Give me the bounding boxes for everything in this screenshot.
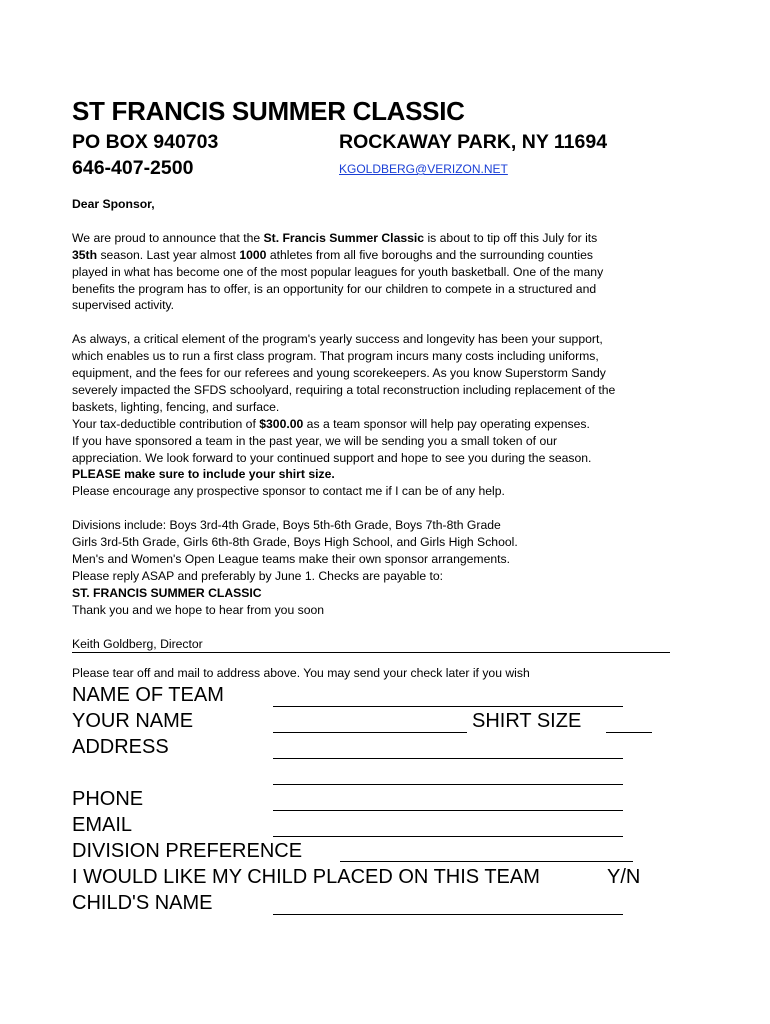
letter-body [72, 196, 672, 652]
paragraph-support-line: equipment, and the fees for our referees and young scorekeepers. As you know Superstorm Sandy [72, 366, 606, 381]
city-address: ROCKAWAY PARK, NY 11694 [339, 131, 608, 153]
signature: Keith Goldberg, Director [72, 636, 203, 651]
paragraph-support-line: which enables us to run a first class program. That program incurs many costs including uniforms, [72, 349, 599, 364]
paragraph-support-line: baskets, lighting, fencing, and surface. [72, 399, 280, 414]
paragraph-intro-line: played in what has become one of the most popular leagues for youth basketball. One of the many [72, 264, 604, 279]
paragraph-intro-line: We are proud to announce that the St. Francis Summer Classic is about to tip off this July for its [72, 230, 598, 245]
name-of-team-field[interactable] [273, 706, 623, 707]
paragraph-intro-line: supervised activity. [72, 298, 175, 313]
shirt-size-notice: PLEASE make sure to include your shirt size. [72, 467, 335, 482]
contribution-line: Your tax-deductible contribution of $300.00 as a team sponsor will help pay operating expenses. [72, 416, 590, 431]
address-label: ADDRESS [72, 736, 169, 758]
divisions-line: Divisions include: Boys 3rd-4th Grade, Boys 5th-6th Grade, Boys 7th-8th Grade [72, 518, 501, 533]
paragraph-support-line: appreciation. We look forward to your continued support and hope to see you during the season. [72, 450, 592, 465]
shirt-size-label: SHIRT SIZE [472, 710, 582, 732]
phone-field[interactable] [273, 810, 623, 811]
paragraph-intro-line: 35th season. Last year almost 1000 athletes from all five boroughs and the surrounding counties [72, 247, 594, 262]
reply-line: Please reply ASAP and preferably by June 1. Checks are payable to: [72, 568, 444, 583]
phone-number: 646-407-2500 [72, 157, 194, 179]
divisions-line: Men's and Women's Open League teams make their own sponsor arrangements. [72, 551, 510, 566]
email-field[interactable] [273, 836, 623, 837]
payee-name: ST. FRANCIS SUMMER CLASSIC [72, 585, 262, 600]
po-box: PO BOX 940703 [72, 131, 219, 153]
thanks-line: Thank you and we hope to hear from you soon [72, 602, 325, 617]
email-label: EMAIL [72, 814, 133, 836]
division-preference-label: DIVISION PREFERENCE [72, 840, 303, 862]
paragraph-support-line: As always, a critical element of the program's yearly success and longevity has been your support, [72, 332, 603, 347]
childs-name-field[interactable] [273, 914, 623, 915]
shirt-size-field[interactable] [606, 732, 652, 733]
your-name-label: YOUR NAME [72, 710, 194, 732]
address-field-line-1[interactable] [273, 758, 623, 759]
division-preference-field[interactable] [340, 861, 633, 862]
address-field-line-2[interactable] [273, 784, 623, 785]
yes-no-option[interactable]: Y/N [607, 866, 641, 888]
document-title: ST FRANCIS SUMMER CLASSIC [72, 96, 465, 126]
tear-off-line [72, 652, 670, 653]
phone-label: PHONE [72, 788, 144, 810]
tear-off-note: Please tear off and mail to address above. You may send your check later if you wish [72, 666, 530, 680]
paragraph-intro-line: benefits the program has to offer, is an opportunity for our children to compete in a structured and [72, 281, 597, 296]
divisions-line: Girls 3rd-5th Grade, Girls 6th-8th Grade, Boys High School, and Girls High School. [72, 535, 518, 550]
paragraph-support-line: severely impacted the SFDS schoolyard, requiring a total reconstruction including replacement of the [72, 382, 616, 397]
email-link[interactable]: KGOLDBERG@VERIZON.NET [339, 162, 508, 176]
your-name-field[interactable] [273, 732, 467, 733]
childs-name-label: CHILD'S NAME [72, 892, 213, 914]
paragraph-support-line: If you have sponsored a team in the past year, we will be sending you a small token of our [72, 433, 558, 448]
name-of-team-label: NAME OF TEAM [72, 684, 224, 706]
paragraph-support-line: Please encourage any prospective sponsor to contact me if I can be of any help. [72, 484, 505, 499]
child-placement-label: I WOULD LIKE MY CHILD PLACED ON THIS TEAM [72, 866, 540, 888]
salutation: Dear Sponsor, [72, 197, 155, 211]
